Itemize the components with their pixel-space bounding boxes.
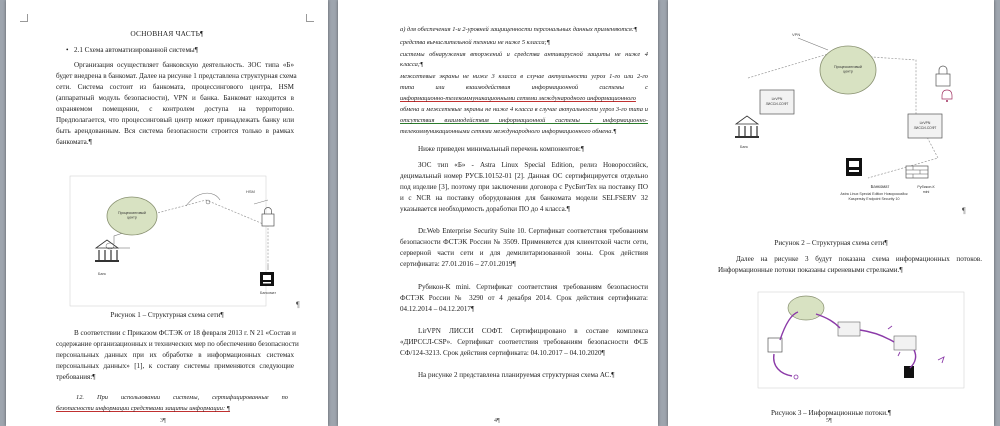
text-line: Предполагается, что процессинговый центр может принадлежать банку или <box>56 116 294 124</box>
figure-1-network-diagram <box>6 160 328 310</box>
text-line: информационно-телекоммуникационными сетями международного информационного <box>400 95 636 102</box>
text-line: быть арендованным. Вся система безопасности строится только в рамках <box>56 127 294 135</box>
text-line: В соответствии с Приказом ФСТЭК от 18 февраля 2013 г. N 21 «Состав и <box>74 329 296 337</box>
label-processing-center: Процессинговый <box>118 211 146 215</box>
text-line: (аппаратный модуль безопасности), VPN и банка. Банкомат находится в <box>56 94 294 102</box>
margin-corner <box>306 14 314 22</box>
label-atm-av: Kaspersky Endpoint Security 10 <box>848 197 900 201</box>
firewall-icon <box>906 166 928 178</box>
svg-text:центр: центр <box>843 69 853 74</box>
text-line: 04.12.2014 – 04.12.2017¶ <box>400 305 475 313</box>
text-line: Далее на рисунке 3 будут показана схема информационных потоков. <box>736 255 982 263</box>
text-line: Организация осуществляет банковскую деятельность. ЗОС типа «Б» <box>74 61 294 69</box>
vpn-gateway-right <box>908 114 942 138</box>
text-line: охраняемом помещении, с контролем доступа на территорию. <box>56 105 294 113</box>
text-line: системы обнаружения вторжений и средства антивирусной защиты не ниже 4 <box>400 51 648 58</box>
text-line: указывается необходимость доработки ПО до 4 класса.¶ <box>400 205 570 213</box>
svg-text:Рубикон-К: Рубикон-К <box>917 185 935 189</box>
page-number: 3¶ <box>160 418 166 424</box>
text-line: Рубикон-К mini. Сертификат соответствия требованиям безопасности <box>418 283 648 291</box>
text-line: типа или взаимодействия информационной системы с <box>400 84 648 91</box>
label-vpn: VPN <box>792 32 801 37</box>
text-line: под изделие [3], поэтому при заключении договора с РусБитТех на поставку ПО <box>400 183 648 191</box>
section-title: 2.1 Схема автоматизированной системы¶ <box>74 46 198 54</box>
document-page-3 <box>668 0 994 426</box>
page-heading: ОСНОВНАЯ ЧАСТЬ¶ <box>130 29 204 38</box>
text-line: ФСТЭК России № 3290 от 4 декабря 2014. Срок действия сертификата: <box>400 294 648 302</box>
text-line: требования:¶ <box>56 373 96 381</box>
label-bank: Банк <box>98 272 106 276</box>
svg-text:LirVPN: LirVPN <box>771 97 783 101</box>
atm-icon <box>260 272 274 286</box>
svg-text:mini: mini <box>922 190 930 194</box>
label-atm: Банкомат <box>870 184 890 189</box>
text-line: средства вычислительной техники не ниже 5 класса;¶ <box>400 39 550 46</box>
flow-arrow <box>910 350 916 368</box>
text-line: 12. При использовании системы, сертифицированные по <box>76 394 288 401</box>
alarm-icon <box>942 90 952 102</box>
flow-arrow <box>860 330 894 342</box>
figure-3-caption: Рисунок 3 – Информационные потоки.¶ <box>770 409 892 417</box>
text-line: децимальный номер РУСБ.10152-01 [2]. Данная ОС сертифицируется отдельно <box>400 172 648 180</box>
figure-2-caption: Рисунок 2 – Структурная схема сети¶ <box>774 239 888 247</box>
text-line: отсутствия взаимодействия информационной системы с информационно- <box>400 117 648 124</box>
flow-arrow <box>774 354 792 376</box>
text-line: межсетевые экраны не ниже 3 класса в случае актуальности угроз 1-го или 2-го <box>400 73 648 80</box>
text-line: содержание организационных и технических мер по обеспечению безопасности <box>56 340 299 348</box>
svg-text:ЛИССИ-СОФТ: ЛИССИ-СОФТ <box>913 126 937 130</box>
lock-icon <box>936 66 950 86</box>
text-line: сертификата: 27.01.2016 – 27.01.2019¶ <box>400 260 516 268</box>
figure-2-network-diagram <box>668 20 994 220</box>
text-line: безопасности информации средствами защиты информации: ¶ <box>56 405 231 412</box>
text-line: будет внедрена в банкомат. Далее на рисунке 1 представлена структурная схема <box>56 72 297 80</box>
document-page-2 <box>338 0 658 426</box>
components-intro: Ниже приведен минимальный перечень компонентов:¶ <box>418 145 585 153</box>
text-line: сети. Система состоит из банкомата, процессингового центра, HSM <box>56 83 294 91</box>
svg-text:LirVPN: LirVPN <box>919 121 931 125</box>
text-line: обмена и межсетевые экраны не ниже 4 класса в случае актуальности угроз 3-го типа и <box>400 106 648 113</box>
bank-icon <box>735 116 759 138</box>
text-line: и с NCR на поставку оборудования для банкомата модели SELFSERV 32 <box>400 194 648 202</box>
text-line: ЗОС тип «Б» - Astra Linux Special Edition, релиз Новороссийск, <box>418 161 648 169</box>
page-number: 4¶ <box>494 418 500 424</box>
text-line: Dr.Web Enterprise Security Suite 10. Сертификат соответствия требованиям <box>418 227 648 235</box>
document-page-1 <box>6 0 328 426</box>
figure-3-information-flows <box>668 282 994 402</box>
figure-1-caption: Рисунок 1 – Структурная схема сети¶ <box>110 311 224 319</box>
svg-text:центр: центр <box>127 215 137 220</box>
text-line: LirVPN ЛИССИ СОФТ. Сертифицировано в составе комплекса <box>418 327 648 335</box>
pilcrow-mark: ¶ <box>962 206 966 215</box>
pilcrow-mark: ¶ <box>296 300 300 309</box>
svg-text:ЛИССИ-СОФТ: ЛИССИ-СОФТ <box>765 102 789 106</box>
text-line: а) для обеспечения 1-и 2-уровней защищенности персональных данных применяются:¶ <box>400 26 638 33</box>
svg-text:Банк: Банк <box>740 145 748 149</box>
page-number: 5¶ <box>826 418 832 424</box>
figure-2-reference: На рисунке 2 представлена планируемая структурная схема АС.¶ <box>418 371 615 379</box>
text-line: безопасности ФСТЭК России № 3509. Применяется для клиентской части сети, <box>400 238 648 246</box>
label-hsm: HSM <box>246 189 255 194</box>
vpn-gateway-left <box>760 90 794 114</box>
text-line: СФ/124-3213. Срок действия сертификата: 04.10.2017 – 04.10.2020¶ <box>400 349 605 357</box>
text-line: банкомата.¶ <box>56 138 92 146</box>
margin-corner <box>20 14 28 22</box>
text-line: класса;¶ <box>400 61 424 68</box>
svg-text:Процессинговый: Процессинговый <box>834 65 862 69</box>
atm-icon <box>846 158 862 176</box>
svg-text:Банкомат: Банкомат <box>260 291 276 295</box>
bank-icon <box>95 240 119 262</box>
text-line: персональных данных» [1], к составу системы применяются следующие <box>56 362 294 370</box>
text-line: Информационные потоки показаны сиреневыми стрелками.¶ <box>718 266 903 274</box>
text-line: серверной части сети и для демилитаризованной зоны. Срок действия <box>400 249 648 257</box>
text-line: «ДИРССЛ-CSP». Сертификат соответствия требованиям безопасности ФСБ <box>400 338 648 346</box>
text-line: телекоммуникационными сетями международного информационного обмена.¶ <box>400 128 617 135</box>
label-atm-os: Astra Linux Special Edition Новороссийск <box>840 192 908 196</box>
text-line: персональных данных при их обработке в информационных системах <box>56 351 294 359</box>
bullet: • <box>66 46 69 54</box>
